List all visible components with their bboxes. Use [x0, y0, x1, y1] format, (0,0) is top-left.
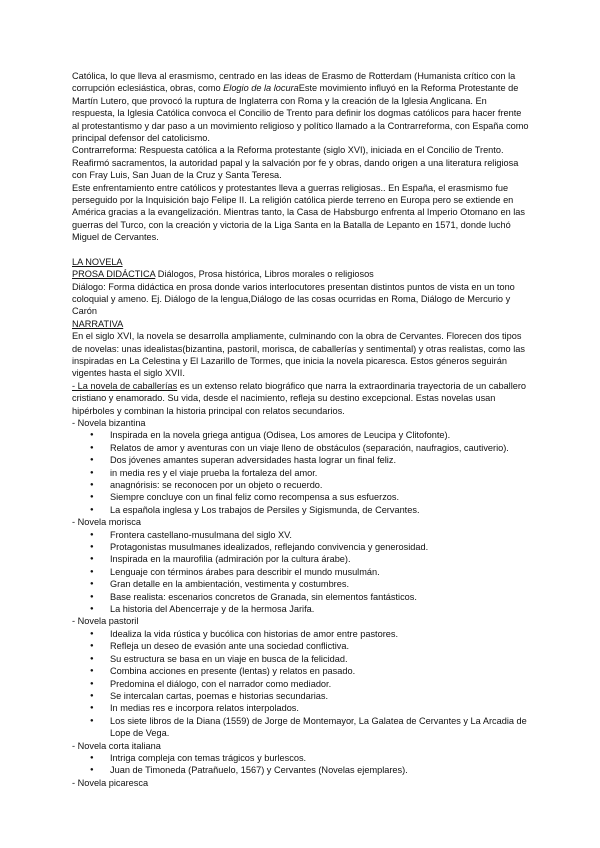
bullet-item: ● La española inglesa y Los trabajos de Persiles y Sigismunda, de Cervantes.	[90, 504, 530, 516]
bullet-item: ● Relatos de amor y aventuras con un viaje lleno de obstáculos (separación, naufragios, cautiverio).	[90, 442, 530, 454]
bullet-item: ● Predomina el diálogo, con el narrador como mediador.	[90, 678, 530, 690]
subgenre-title: - Novela picaresca	[72, 777, 149, 788]
caballerias-label: - La novela de caballerías	[72, 380, 178, 391]
bullet-item: ● Se intercalan cartas, poemas e historias secundarias.	[90, 690, 530, 702]
bullet-item: ● Intriga compleja con temas trágicos y burlescos.	[90, 752, 530, 764]
caballerias-paragraph	[72, 380, 530, 417]
prosa-didactica-rest: Diálogos, Prosa histórica, Libros morales o religiosos	[155, 269, 374, 280]
bullet-list	[72, 529, 530, 616]
bullet-item: ● Inspirada en la maurofilia (admiración por la cultura árabe).	[90, 553, 530, 565]
section-heading-novela: LA NOVELA	[72, 256, 123, 267]
prosa-didactica-label: PROSA DIDÁCTICA	[72, 269, 156, 280]
bullet-item: ● In medias res e incorpora relatos interpolados.	[90, 702, 530, 714]
bullet-item: ● La historia del Abencerraje y de la hermosa Jarifa.	[90, 603, 530, 615]
bullet-item: ● anagnórisis: se reconocen por un objeto o recuerdo.	[90, 479, 530, 491]
dialogo-paragraph: Diálogo: Forma didáctica en prosa donde varios interlocutores presentan distintos puntos de vista en un tono coloquial y ameno. Ej. Diálogo de la lengua,Diálogo de las cosas ocurridas en Roma, Diálogo de Mercurio y Carón	[72, 281, 515, 317]
intro-text-b: Este movimiento influyó en la Reforma Protestante de Martín Lutero, que provocó la ruptura de Inglaterra con Roma y la creación de la Iglesia Anglicana. En respuesta, la Iglesia Católica convoca el Concilio de Trento para definir los dogmas católicos para hacer frente al protestantismo y dar paso a un movimiento religioso y político llamado a la Contrarreforma, con España como principal defensor del catolicismo.	[72, 83, 529, 144]
bullet-list	[72, 752, 530, 777]
bullet-item: ● Siempre concluye con un final feliz como recompensa a sus esfuerzos.	[90, 491, 530, 503]
subgenre-title: - Novela morisca	[72, 517, 141, 528]
bullet-item: ● Lenguaje con términos árabes para describir el mundo musulmán.	[90, 566, 530, 578]
subgenre-title: - Novela corta italiana	[72, 740, 161, 751]
narrativa-heading: NARRATIVA	[72, 318, 124, 329]
bullet-item: ● Inspirada en la novela griega antigua (Odisea, Los amores de Leucipa y Clitofonte).	[90, 429, 530, 441]
bullet-list	[72, 628, 530, 740]
paragraph-gap	[72, 244, 530, 256]
bullet-item: ● Su estructura se basa en un viaje en busca de la felicidad.	[90, 653, 530, 665]
subgenre-title: - Novela pastoril	[72, 616, 139, 627]
bullet-item: ● Idealiza la vida rústica y bucólica con historias de amor entre pastores.	[90, 628, 530, 640]
intro-text-a: Católica, lo que lleva al erasmismo, centrado en las ideas de Erasmo de Rotterdam (Humanista crítico con la corrupción eclesiástica, obras, como	[72, 71, 516, 94]
prosa-didactica-line	[72, 268, 530, 280]
subgenre-sections	[72, 417, 530, 789]
bullet-item: ● Los siete libros de la Diana (1559) de Jorge de Montemayor, La Galatea de Cervantes y La Arcadia de Lope de Vega.	[90, 715, 530, 740]
subgenre-title: - Novela bizantina	[72, 417, 146, 428]
intro-paragraph-3: Este enfrentamiento entre católicos y protestantes lleva a guerras religiosas.. En España, el erasmismo fue perseguido por la Inquisición bajo Felipe II. La religión católica pierde terreno en Europa pero se extiende en América gracias a la evangelización. Mientras tanto, la Casa de Habsburgo enfrenta al Imperio Otomano en las guerras del Turco, con la creación y victoria de la Liga Santa en la Batalla de Lepanto en 1571, donde luchó Miguel de Cervantes.	[72, 182, 525, 243]
narrativa-paragraph: En el siglo XVI, la novela se desarrolla ampliamente, culminando con la obra de Cervantes. Florecen dos tipos de novelas: unas idealistas(bizantina, pastoril, morisca, de caballerías y sentimental) y otras realistas, como las inspiradas en La Celestina y El Lazarillo de Tormes, que inicia la novela picaresca. Estos géneros seguirán vigentes hasta el siglo XVII.	[72, 331, 525, 379]
bullet-item: ● Protagonistas musulmanes idealizados, reflejando convivencia y generosidad.	[90, 541, 530, 553]
caballerias-rest: es un extenso relato biográfico que narra la extraordinaria trayectoria de un caballero cristiano y enamorado. Su vida, desde el nacimiento, refleja su destino excepcional. Estas novelas usan hipérboles y combinan la historia principal con relatos secundarios.	[72, 380, 527, 416]
bullet-item: ● in media res y el viaje prueba la fortaleza del amor.	[90, 467, 530, 479]
bullet-item: ● Gran detalle en la ambientación, vestimenta y costumbres.	[90, 578, 530, 590]
intro-paragraph-2: Contrarreforma: Respuesta católica a la Reforma protestante (siglo XVI), iniciada en el Concilio de Trento. Reafirmó sacramentos, la autoridad papal y la salvación por fe y obras, dando origen a una literatura religiosa con Fray Luis, San Juan de la Cruz y Santa Teresa.	[72, 145, 519, 181]
bullet-item: ● Frontera castellano-musulmana del siglo XV.	[90, 529, 530, 541]
bullet-item: ● Base realista: escenarios concretos de Granada, sin elementos fantásticos.	[90, 591, 530, 603]
book-title-elogio: Elogio de la locura	[223, 83, 299, 94]
bullet-list	[72, 429, 530, 516]
bullet-item: ● Juan de Timoneda (Patrañuelo, 1567) y Cervantes (Novelas ejemplares).	[90, 764, 530, 776]
bullet-item: ● Dos jóvenes amantes superan adversidades hasta lograr un final feliz.	[90, 454, 530, 466]
intro-paragraph-1	[72, 70, 530, 144]
bullet-item: ● Combina acciones en presente (lentas) y relatos en pasado.	[90, 665, 530, 677]
document-body	[72, 70, 530, 789]
bullet-item: ● Refleja un deseo de evasión ante una sociedad conflictiva.	[90, 640, 530, 652]
